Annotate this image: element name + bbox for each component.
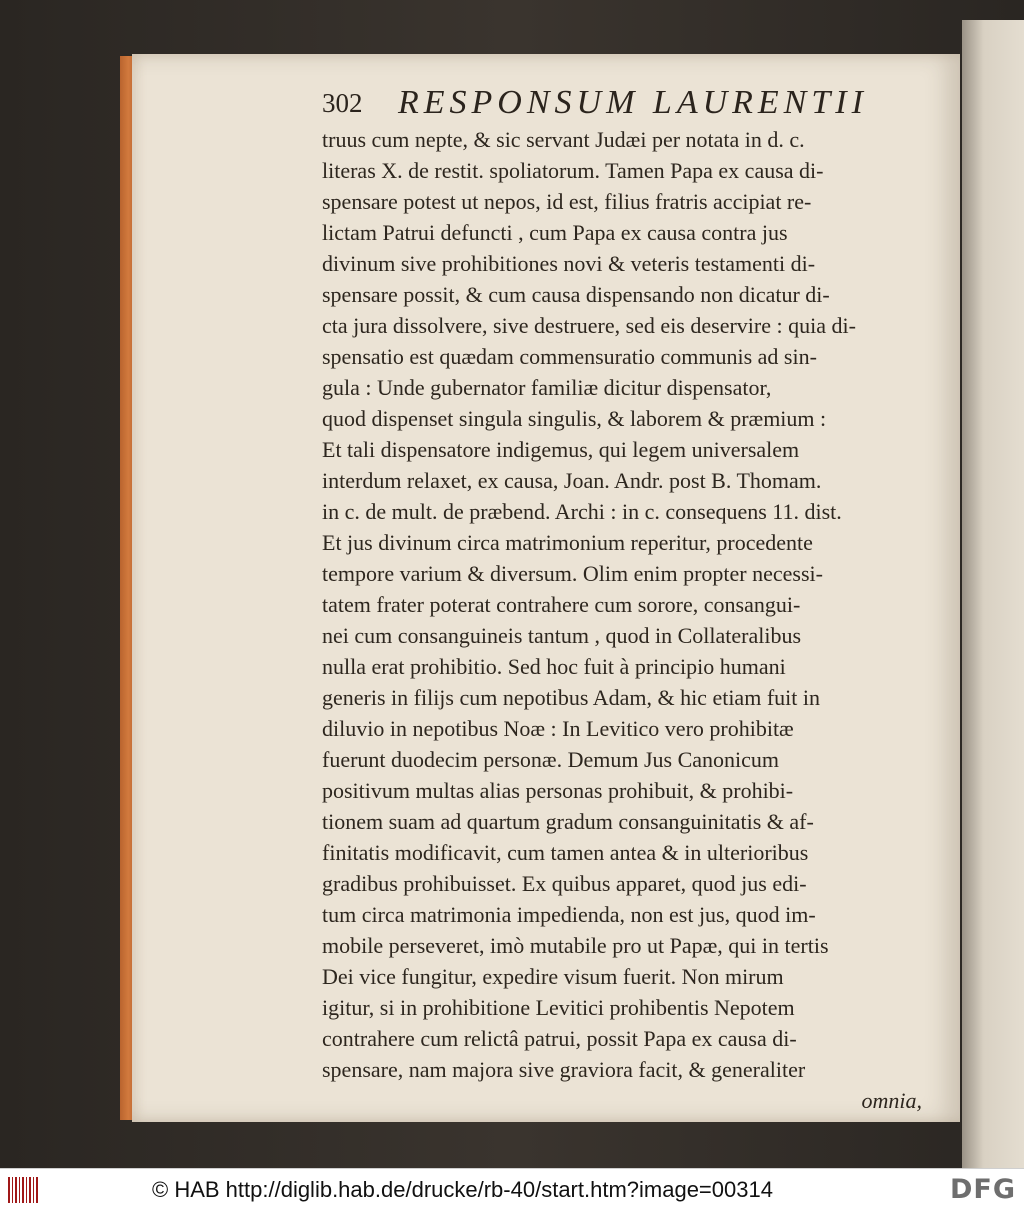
text-block (322, 124, 922, 1116)
text-line: tum circa matrimonia impedienda, non est jus, quod im- (322, 902, 816, 927)
text-line: omnia, (861, 1088, 922, 1113)
page-number: 302 (322, 88, 363, 118)
text-line: tionem suam ad quartum gradum consanguinitatis & af- (322, 809, 814, 834)
text-line: truus cum nepte, & sic servant Judæi per notata in d. c. (322, 127, 805, 152)
text-line: fuerunt duodecim personæ. Demum Jus Canonicum (322, 747, 780, 772)
text-line: Et tali dispensatore indigemus, qui legem universalem (322, 437, 800, 462)
text-line: spensatio est quædam commensuratio communis ad sin- (322, 344, 817, 369)
running-title: RESPONSUM LAURENTII (398, 84, 868, 121)
text-line: diluvio in nepotibus Noæ : In Levitico vero prohibitæ (322, 716, 794, 741)
text-line: cta jura dissolvere, sive destruere, sed eis deservire : quia di- (322, 313, 856, 338)
text-line: generis in filijs cum nepotibus Adam, & hic etiam fuit in (322, 685, 820, 710)
text-line: Dei vice fungitur, expedire visum fuerit. Non mirum (322, 964, 784, 989)
text-line: tatem frater poterat contrahere cum sorore, consangui- (322, 592, 801, 617)
text-line: spensare, nam majora sive graviora facit, & generaliter (322, 1057, 806, 1082)
text-line: divinum sive prohibitiones novi & veteris testamenti di- (322, 251, 816, 276)
text-line: positivum multas alias personas prohibuit, & prohibi- (322, 778, 794, 803)
text-line: spensare potest ut nepos, id est, filius fratris accipiat re- (322, 189, 812, 214)
text-line: in c. de mult. de præbend. Archi : in c. consequens 11. dist. (322, 499, 842, 524)
text-line: mobile perseveret, imò mutabile pro ut Papæ, qui in tertis (322, 933, 829, 958)
source-credit[interactable]: © HAB http://diglib.hab.de/drucke/rb-40/start.htm?image=00314 (152, 1177, 773, 1202)
text-line: quod dispenset singula singulis, & laborem & præmium : (322, 406, 827, 431)
barcode-icon (8, 1177, 40, 1203)
footer-bar (0, 1168, 1024, 1210)
text-line: gradibus prohibuisset. Ex quibus apparet, quod jus edi- (322, 871, 807, 896)
text-line: Et jus divinum circa matrimonium reperitur, procedente (322, 530, 813, 555)
dfg-logo: DFG (949, 1174, 1016, 1205)
text-line: nei cum consanguineis tantum , quod in Collateralibus (322, 623, 802, 648)
text-line: nulla erat prohibitio. Sed hoc fuit à principio humani (322, 654, 786, 679)
text-line: gula : Unde gubernator familiæ dicitur dispensator, (322, 375, 772, 400)
text-line: lictam Patrui defuncti , cum Papa ex causa contra jus (322, 220, 788, 245)
text-line: tempore varium & diversum. Olim enim propter necessi- (322, 561, 823, 586)
text-line: contrahere cum relictâ patrui, possit Papa ex causa di- (322, 1026, 797, 1051)
text-line: finitatis modificavit, cum tamen antea & in ulterioribus (322, 840, 809, 865)
running-head (322, 84, 922, 124)
text-line: literas X. de restit. spoliatorum. Tamen Papa ex causa di- (322, 158, 824, 183)
text-line: igitur, si in prohibitione Levitici prohibentis Nepotem (322, 995, 795, 1020)
text-line: spensare possit, & cum causa dispensando non dicatur di- (322, 282, 830, 307)
adjacent-page-edge (962, 20, 1024, 1168)
text-line: interdum relaxet, ex causa, Joan. Andr. post B. Thomam. (322, 468, 822, 493)
